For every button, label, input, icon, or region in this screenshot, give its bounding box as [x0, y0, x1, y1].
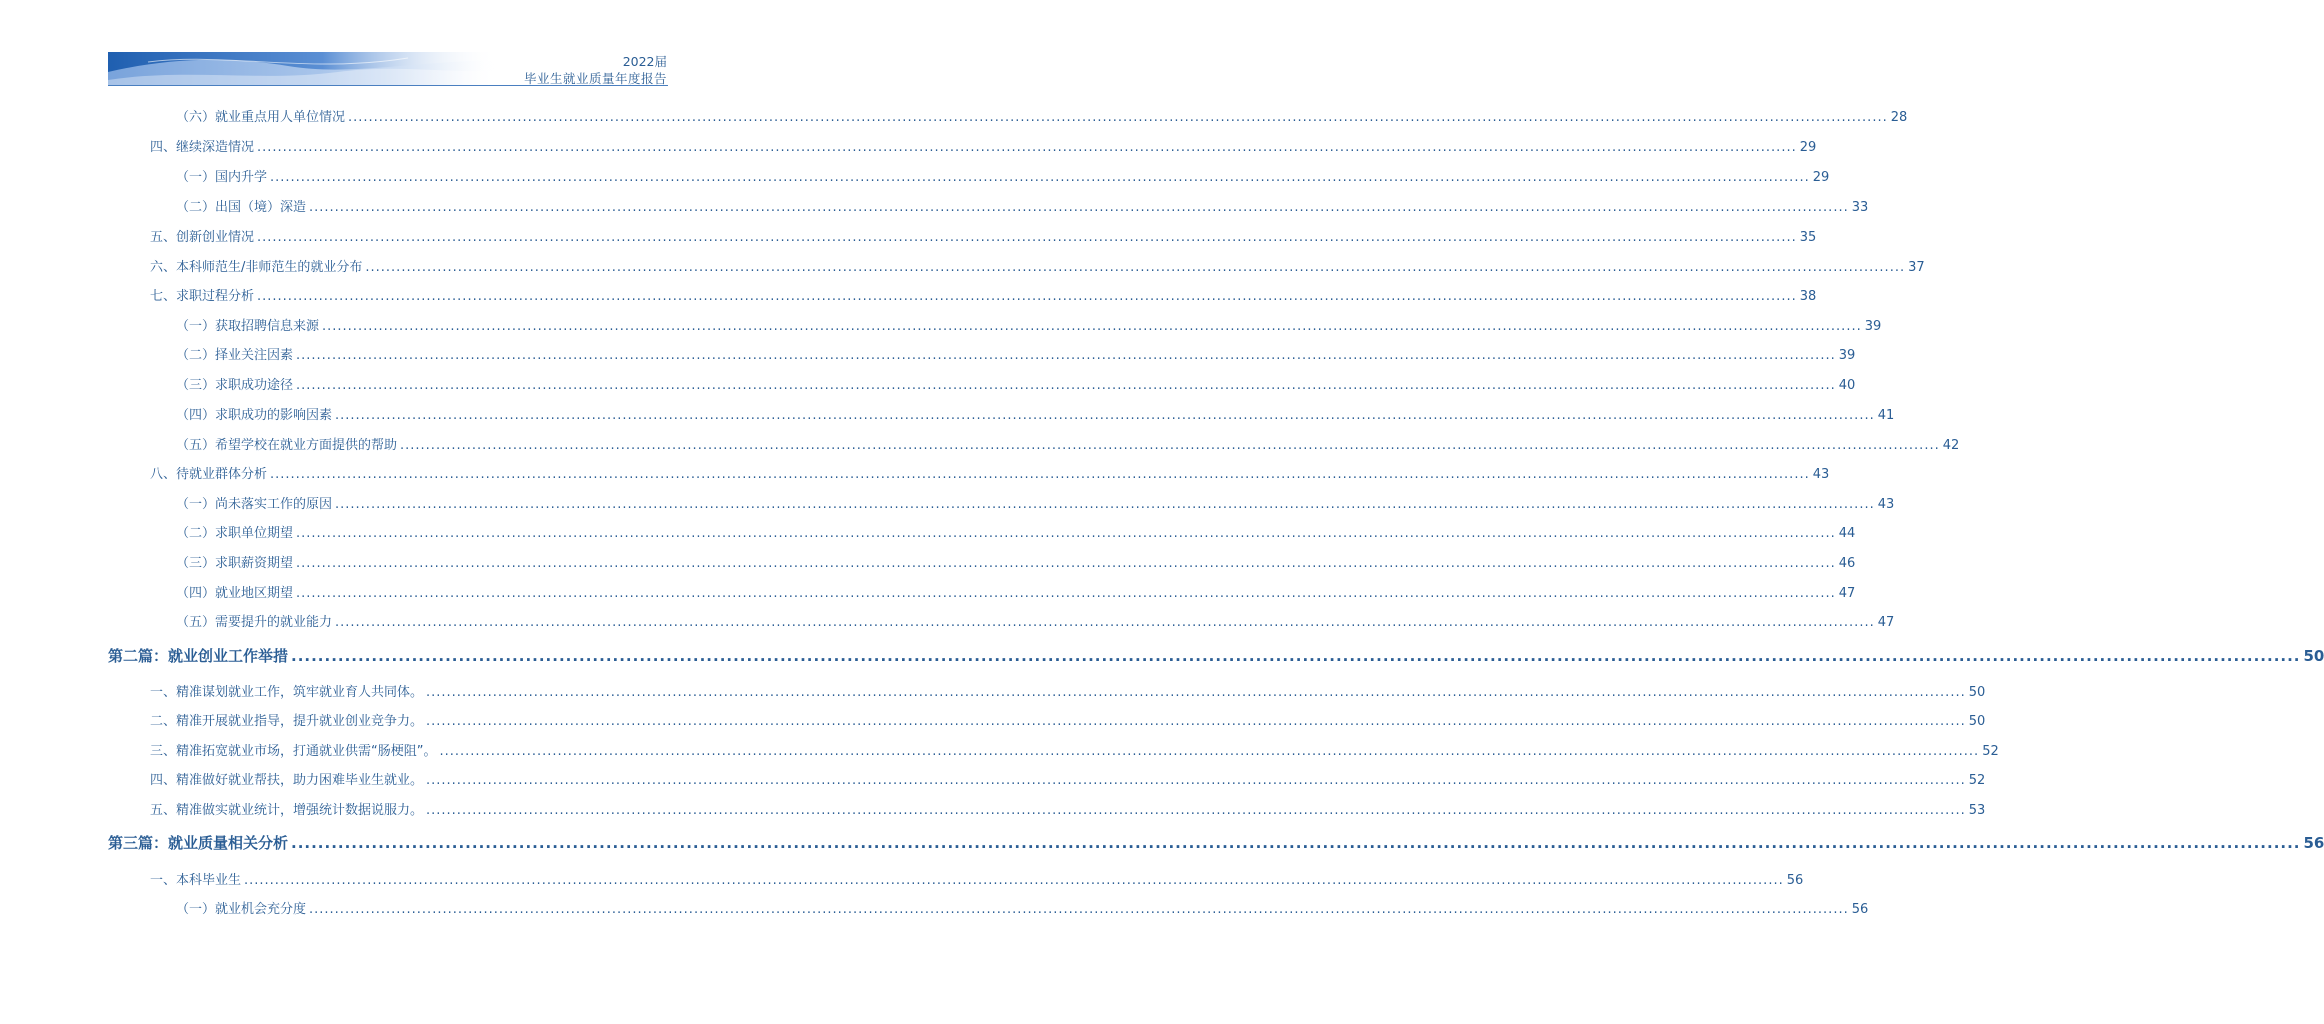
- toc-leader-dots: ............................................................................................................................................................................................................................................................................................................: [296, 586, 1836, 601]
- toc-leader-dots: ............................................................................................................................................................................................................................................................................................................: [348, 110, 1888, 125]
- toc-leader-dots: ............................................................................................................................................................................................................................................................................................................: [257, 289, 1797, 304]
- toc-section-label: 第三篇：就业质量相关分析: [108, 834, 289, 852]
- toc-leader-dots: ............................................................................................................................................................................................................................................................................................................: [426, 714, 1966, 729]
- toc-entry-page: 43: [1812, 467, 1830, 482]
- header-year: 2022届: [622, 54, 667, 69]
- toc-leader-dots: ............................................................................................................................................................................................................................................................................................................: [296, 556, 1836, 571]
- toc-entry-label: 三、精准拓宽就业市场，打通就业供需“肠梗阻”。: [150, 744, 437, 759]
- toc-entry-page: 41: [1877, 408, 1895, 423]
- toc-entry[interactable]: [176, 582, 1856, 601]
- toc-entry-page: 56: [1851, 902, 1869, 917]
- toc-entry[interactable]: [176, 434, 1960, 453]
- toc-entry-page: 42: [1942, 438, 1960, 453]
- toc-entry[interactable]: [176, 196, 1869, 215]
- toc-entry[interactable]: [150, 136, 1817, 155]
- toc-section-page: 50: [2303, 647, 2324, 665]
- toc-entry[interactable]: [150, 463, 1830, 482]
- toc-entry[interactable]: [150, 869, 1804, 888]
- toc-entry-page: 39: [1864, 319, 1882, 334]
- toc-entry-label: （三）求职薪资期望: [176, 556, 294, 571]
- toc-entry-page: 33: [1851, 200, 1869, 215]
- toc-entry-page: 52: [1968, 773, 1986, 788]
- toc-entry-page: 37: [1908, 260, 1925, 275]
- toc-section-label: 第二篇：就业创业工作举措: [108, 647, 289, 665]
- toc-leader-dots: ............................................................................................................................................................................................................................................................................................................: [270, 467, 1810, 482]
- toc-entry-page: 29: [1812, 170, 1830, 185]
- toc-entry[interactable]: [150, 799, 1986, 818]
- toc-entry[interactable]: [150, 256, 1925, 275]
- toc-leader-dots: ............................................................................................................................................................................................................................................................................................................: [309, 200, 1849, 215]
- toc-entry-page: 50: [1968, 714, 1986, 729]
- toc-entry[interactable]: [150, 769, 1986, 788]
- toc-entry[interactable]: [150, 681, 1986, 700]
- toc-section-entry[interactable]: [108, 645, 2324, 666]
- header-report-title: 毕业生就业质量年度报告: [523, 71, 667, 86]
- toc-entry-label: （一）国内升学: [176, 170, 268, 185]
- toc-entry[interactable]: [176, 522, 1856, 541]
- toc-entry-label: 五、创新创业情况: [150, 230, 255, 245]
- toc-entry[interactable]: [150, 285, 1817, 304]
- toc-leader-dots: ............................................................................................................................................................................................................................................................................................................: [400, 438, 1940, 453]
- toc-entry[interactable]: [176, 315, 1882, 334]
- toc-entry[interactable]: [176, 552, 1856, 571]
- toc-entry[interactable]: [176, 166, 1830, 185]
- toc-leader-dots: ............................................................................................................................................................................................................................................................................................................: [257, 140, 1797, 155]
- toc-entry-label: 八、待就业群体分析: [150, 467, 268, 482]
- toc-leader-dots: ............................................................................................................................................................................................................................................................................................................: [426, 685, 1966, 700]
- toc-leader-dots: ............................................................................................................................................................................................................................................................................................................: [335, 408, 1875, 423]
- toc-entry-label: （一）就业机会充分度: [176, 902, 307, 917]
- toc-leader-dots: ............................................................................................................................................................................................................................................................................................................: [426, 803, 1966, 818]
- toc-entry-page: 35: [1799, 230, 1817, 245]
- toc-entry-label: （一）获取招聘信息来源: [176, 319, 320, 334]
- toc-leader-dots: ............................................................................................................................................................................................................................................................................................................: [291, 647, 2301, 665]
- toc-entry-page: 38: [1799, 289, 1817, 304]
- toc-entry-page: 47: [1838, 586, 1856, 601]
- toc-entry-label: 四、精准做好就业帮扶，助力困难毕业生就业。: [150, 773, 424, 788]
- toc-entry-label: （一）尚未落实工作的原因: [176, 497, 333, 512]
- toc-entry-label: （二）择业关注因素: [176, 348, 294, 363]
- toc-entry-page: 29: [1799, 140, 1817, 155]
- toc-entry-label: 一、本科毕业生: [150, 873, 242, 888]
- toc-leader-dots: ............................................................................................................................................................................................................................................................................................................: [296, 526, 1836, 541]
- toc-leader-dots: ............................................................................................................................................................................................................................................................................................................: [257, 230, 1797, 245]
- toc-leader-dots: ............................................................................................................................................................................................................................................................................................................: [335, 497, 1875, 512]
- toc-leader-dots: ............................................................................................................................................................................................................................................................................................................: [439, 744, 1980, 759]
- toc-leader-dots: ............................................................................................................................................................................................................................................................................................................: [296, 348, 1836, 363]
- page-header: [0, 0, 755, 95]
- toc-leader-dots: ............................................................................................................................................................................................................................................................................................................: [296, 378, 1836, 393]
- toc-leader-dots: ............................................................................................................................................................................................................................................................................................................: [291, 834, 2301, 852]
- toc-entry-label: （三）求职成功途径: [176, 378, 294, 393]
- toc-leader-dots: ............................................................................................................................................................................................................................................................................................................: [365, 260, 1906, 275]
- toc-entry[interactable]: [176, 611, 1895, 630]
- toc-entry[interactable]: [176, 374, 1856, 393]
- toc-leader-dots: ............................................................................................................................................................................................................................................................................................................: [426, 773, 1966, 788]
- toc-entry-label: （四）求职成功的影响因素: [176, 408, 333, 423]
- toc-entry-page: 28: [1890, 110, 1908, 125]
- toc-entry-page: 47: [1877, 615, 1895, 630]
- toc-leader-dots: ............................................................................................................................................................................................................................................................................................................: [335, 615, 1875, 630]
- header-banner-decoration: [108, 52, 498, 86]
- toc-section-page: 56: [2303, 834, 2324, 852]
- toc-entry-label: 四、继续深造情况: [150, 140, 255, 155]
- toc-entry-page: 50: [1968, 685, 1986, 700]
- toc-section-entry[interactable]: [108, 832, 2324, 853]
- toc-leader-dots: ............................................................................................................................................................................................................................................................................................................: [244, 873, 1784, 888]
- toc-entry[interactable]: [176, 493, 1895, 512]
- toc-entry-page: 44: [1838, 526, 1856, 541]
- toc-entry-label: （五）需要提升的就业能力: [176, 615, 333, 630]
- toc-entry-page: 39: [1838, 348, 1856, 363]
- toc-entry-label: （六）就业重点用人单位情况: [176, 110, 346, 125]
- toc-leader-dots: ............................................................................................................................................................................................................................................................................................................: [309, 902, 1849, 917]
- toc-entry[interactable]: [176, 898, 1869, 917]
- toc-entry-label: 五、精准做实就业统计，增强统计数据说服力。: [150, 803, 424, 818]
- toc-entry-label: 七、求职过程分析: [150, 289, 255, 304]
- toc-entry[interactable]: [150, 710, 1986, 729]
- toc-entry-label: （四）就业地区期望: [176, 586, 294, 601]
- toc-entry[interactable]: [176, 404, 1895, 423]
- toc-entry-page: 46: [1838, 556, 1856, 571]
- toc-leader-dots: ............................................................................................................................................................................................................................................................................................................: [322, 319, 1862, 334]
- toc-entry-label: （二）出国（境）深造: [176, 200, 307, 215]
- toc-leader-dots: ............................................................................................................................................................................................................................................................................................................: [270, 170, 1810, 185]
- toc-entry-label: （五）希望学校在就业方面提供的帮助: [176, 438, 398, 453]
- toc-entry-page: 56: [1786, 873, 1804, 888]
- toc-entry-label: 六、本科师范生/非师范生的就业分布: [150, 260, 363, 275]
- toc-entry-page: 43: [1877, 497, 1895, 512]
- toc-entry[interactable]: [150, 226, 1817, 245]
- toc-entry[interactable]: [150, 740, 1999, 759]
- toc-entry-page: 40: [1838, 378, 1856, 393]
- toc-entry-label: （二）求职单位期望: [176, 526, 294, 541]
- toc-entry-page: 52: [1982, 744, 1999, 759]
- toc-entry-label: 一、精准谋划就业工作，筑牢就业育人共同体。: [150, 685, 424, 700]
- toc-entry[interactable]: [176, 106, 1908, 125]
- toc-entry-page: 53: [1968, 803, 1986, 818]
- toc-entry-label: 二、精准开展就业指导，提升就业创业竞争力。: [150, 714, 424, 729]
- toc-entry[interactable]: [176, 344, 1856, 363]
